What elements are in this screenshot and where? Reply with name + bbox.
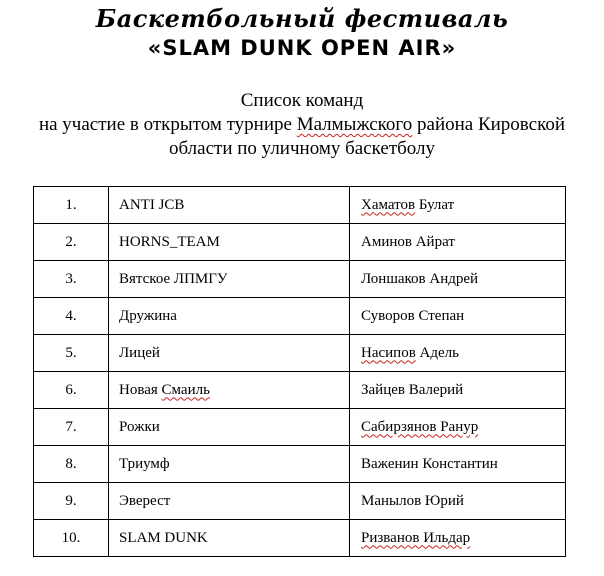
captain-name-underlined: Сабирзянов Ранур <box>361 418 479 435</box>
captain-name <box>350 483 566 520</box>
row-number: 1. <box>34 187 109 224</box>
captain-name-underlined: Хаматов <box>361 196 416 213</box>
captain-name <box>350 224 566 261</box>
team-name <box>109 372 350 409</box>
team-name: SLAM DUNK <box>109 520 350 557</box>
captain-name-rest: Суворов Степан <box>361 307 465 324</box>
team-name: HORNS_TEAM <box>109 224 350 261</box>
subtitle-line-2 <box>0 113 604 137</box>
row-number: 6. <box>34 372 109 409</box>
table-row <box>34 335 566 372</box>
row-number: 7. <box>34 409 109 446</box>
captain-name <box>350 335 566 372</box>
row-number: 4. <box>34 298 109 335</box>
team-name: Дружина <box>109 298 350 335</box>
festival-title: Баскетбольный фестиваль <box>95 4 509 33</box>
subtitle-line-2-start: на участие в открытом турнире <box>38 114 297 135</box>
team-name: Лицей <box>109 335 350 372</box>
table-row <box>34 446 566 483</box>
row-number: 8. <box>34 446 109 483</box>
team-name: ANTI JCB <box>109 187 350 224</box>
captain-name-rest: Зайцев Валерий <box>361 381 464 398</box>
team-name-start: Новая <box>119 381 162 398</box>
team-name: Триумф <box>109 446 350 483</box>
table-row <box>34 187 566 224</box>
captain-name <box>350 446 566 483</box>
subtitle-line-2-end: района Кировской <box>412 114 566 135</box>
captain-name-rest: Лоншаков Андрей <box>361 270 479 287</box>
teams-table <box>33 186 566 557</box>
table-row <box>34 261 566 298</box>
captain-name-rest: Адель <box>415 344 459 361</box>
document-header <box>0 4 604 62</box>
subtitle-line-1: Список команд <box>240 90 364 111</box>
row-number: 5. <box>34 335 109 372</box>
row-number: 3. <box>34 261 109 298</box>
row-number: 9. <box>34 483 109 520</box>
captain-name <box>350 187 566 224</box>
captain-name <box>350 372 566 409</box>
subtitle-district-name: Малмыжского <box>296 114 413 135</box>
team-name: Рожки <box>109 409 350 446</box>
festival-name: «SLAM DUNK OPEN AIR» <box>147 36 457 60</box>
table-row <box>34 520 566 557</box>
table-row <box>34 298 566 335</box>
captain-name-rest: Аминов Айрат <box>361 233 455 250</box>
table-row <box>34 483 566 520</box>
captain-name-underlined: Насипов <box>361 344 416 361</box>
captain-name-rest: Булат <box>415 196 455 213</box>
captain-name <box>350 298 566 335</box>
table-row <box>34 224 566 261</box>
row-number: 10. <box>34 520 109 557</box>
team-name-underlined: Смаиль <box>161 381 210 398</box>
captain-name-underlined: Ризванов Ильдар <box>361 529 471 546</box>
row-number: 2. <box>34 224 109 261</box>
captain-name <box>350 261 566 298</box>
captain-name-rest: Важенин Константин <box>361 455 498 472</box>
table-row <box>34 372 566 409</box>
captain-name <box>350 520 566 557</box>
captain-name <box>350 409 566 446</box>
document-subtitle <box>0 89 604 161</box>
subtitle-line-3: области по уличному баскетболу <box>168 138 436 159</box>
team-name: Вятское ЛПМГУ <box>109 261 350 298</box>
team-name: Эверест <box>109 483 350 520</box>
table-row <box>34 409 566 446</box>
captain-name-rest: Манылов Юрий <box>361 492 464 509</box>
